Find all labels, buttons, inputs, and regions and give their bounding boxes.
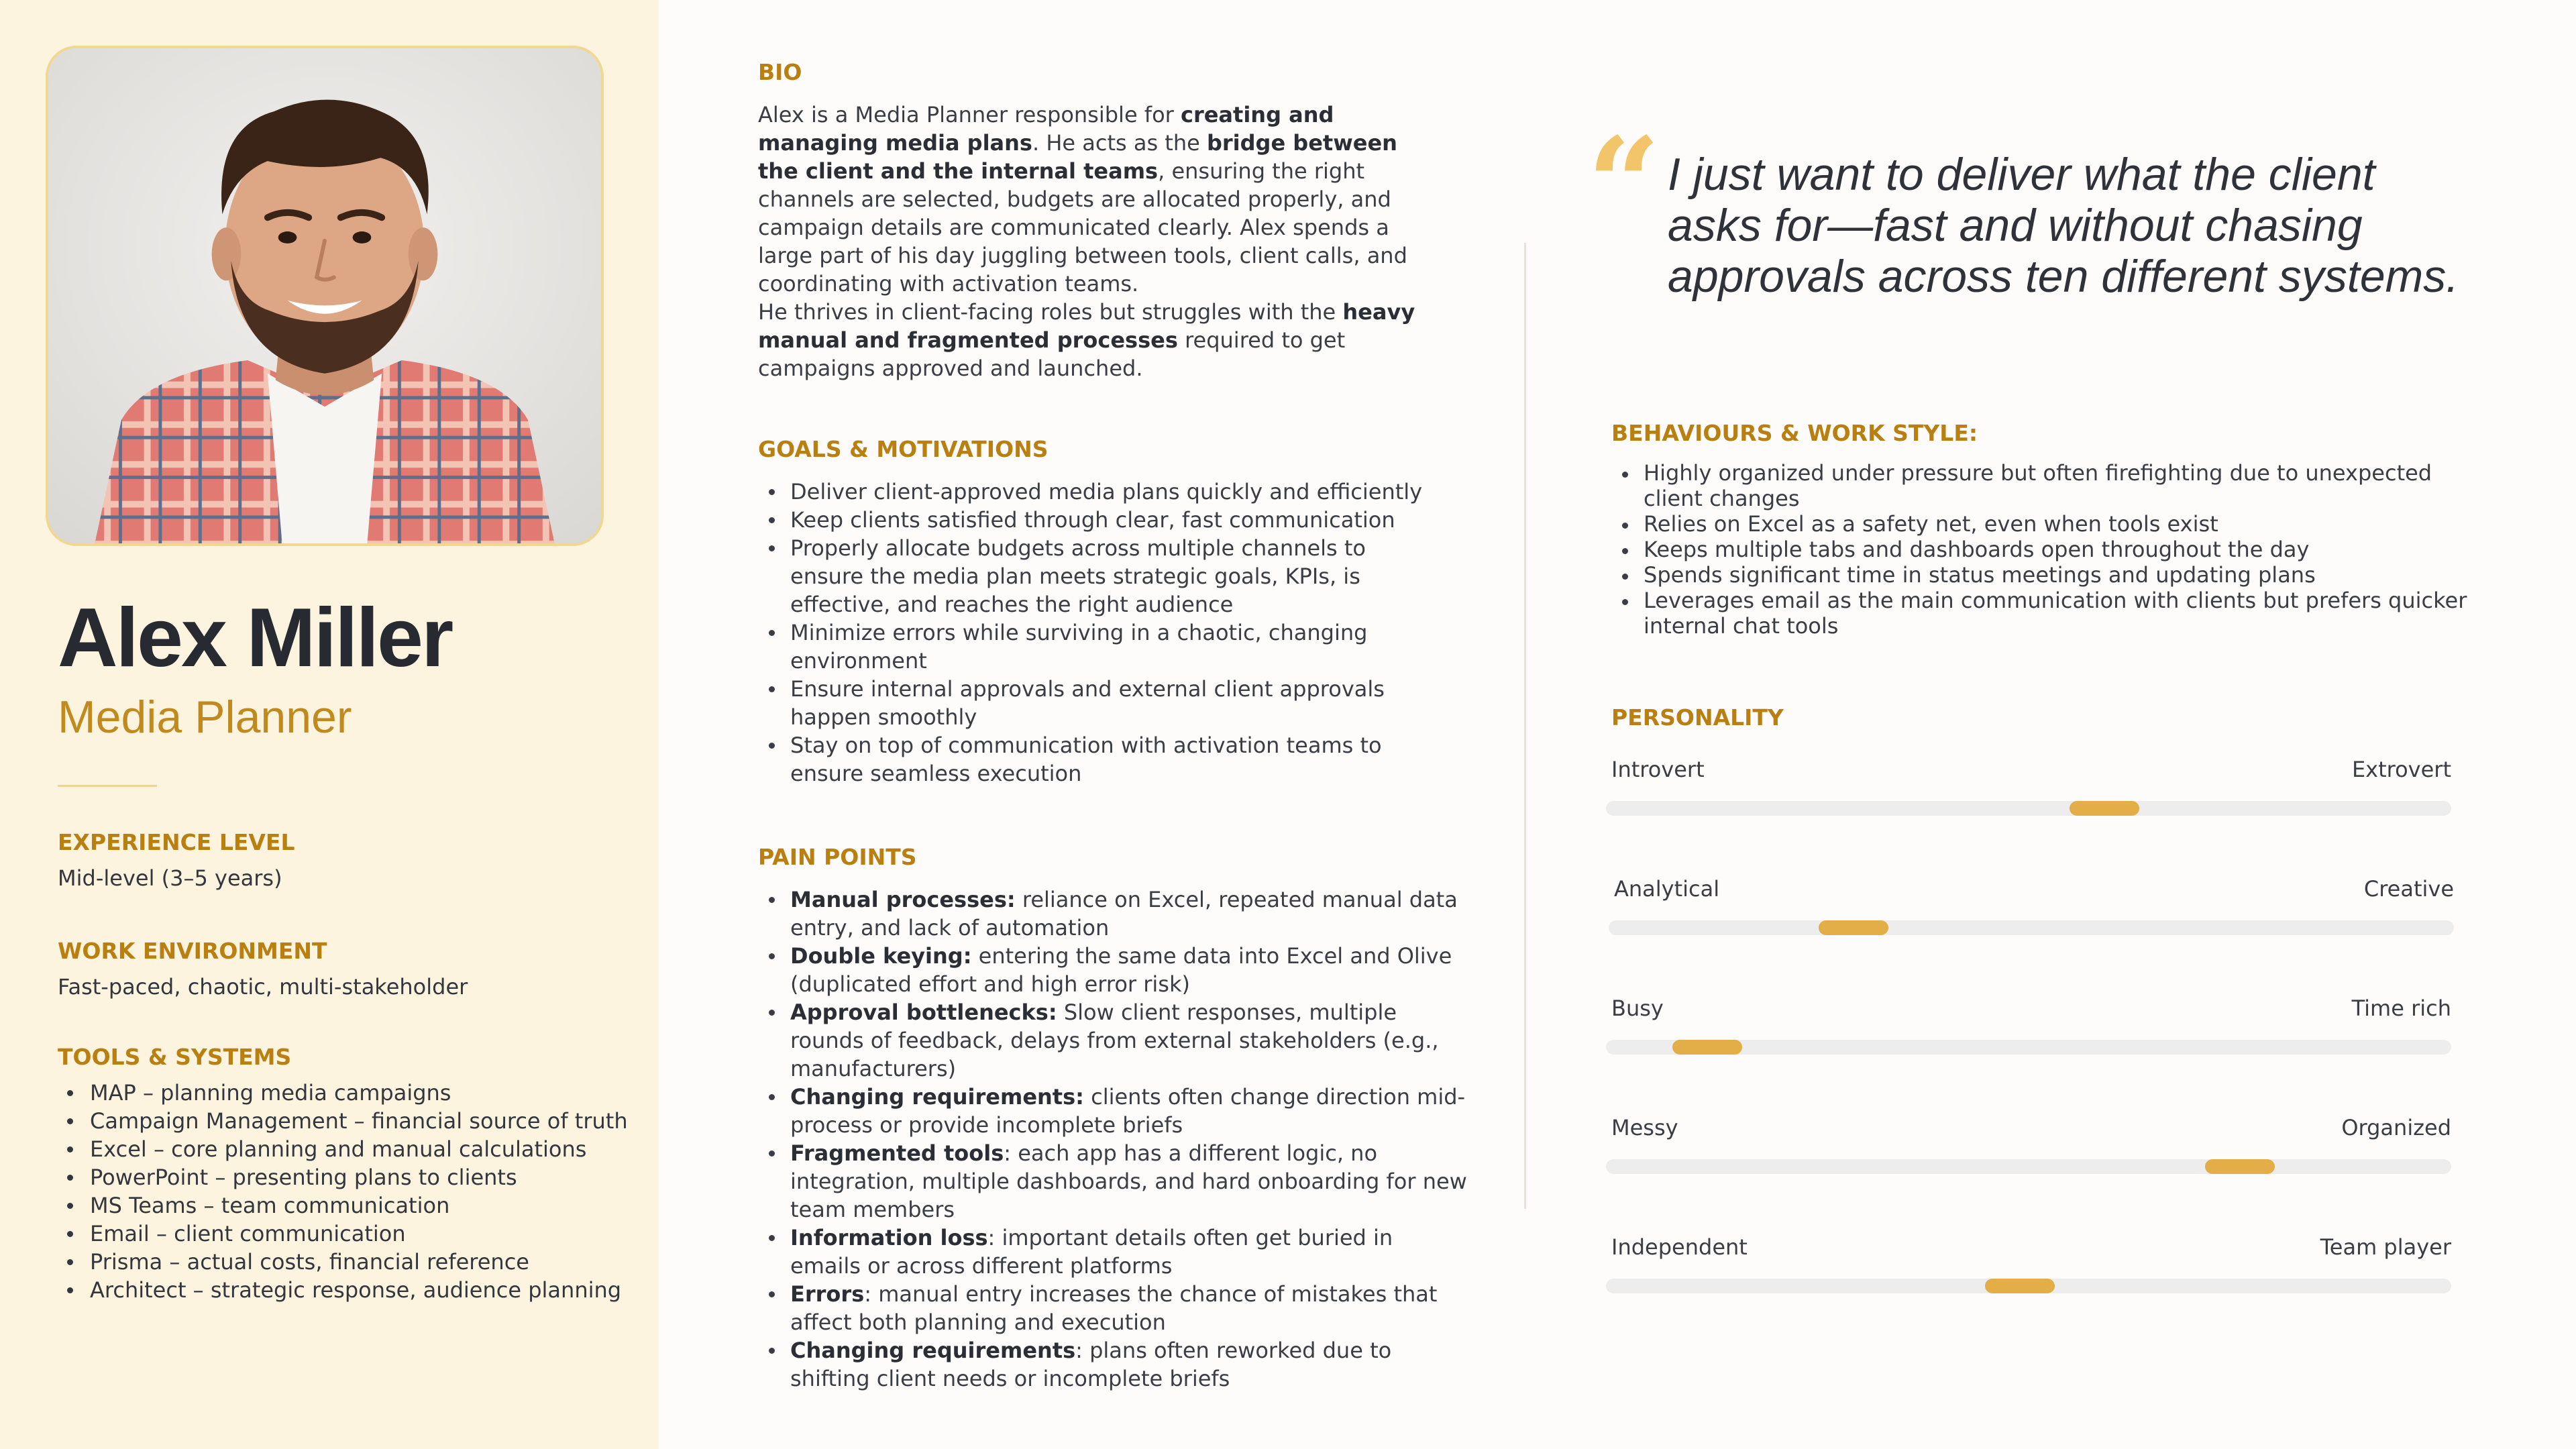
trait-indicator xyxy=(2070,801,2139,816)
list-item: Architect – strategic response, audience planning xyxy=(58,1276,628,1304)
work-environment-label: WORK ENVIRONMENT xyxy=(58,938,327,964)
list-item: Changing requirements: plans often reworked due to shifting client needs or incomplete briefs xyxy=(758,1336,1469,1393)
list-item: Keep clients satisfied through clear, fast communication xyxy=(758,506,1456,534)
trait-analytical-creative xyxy=(1609,876,2454,943)
trait-left-label: Introvert xyxy=(1611,757,1705,782)
trait-indicator xyxy=(2205,1159,2275,1174)
column-divider xyxy=(1524,243,1526,1209)
pain-points-label: PAIN POINTS xyxy=(758,844,917,870)
trait-track xyxy=(1606,1159,2451,1174)
trait-right-label: Time rich xyxy=(2351,996,2451,1021)
trait-track xyxy=(1609,920,2454,935)
list-item: MAP – planning media campaigns xyxy=(58,1079,628,1107)
list-item: Campaign Management – financial source of truth xyxy=(58,1107,628,1135)
list-item: Keeps multiple tabs and dashboards open throughout the day xyxy=(1611,537,2483,562)
trait-indicator xyxy=(1672,1040,1742,1055)
tools-list xyxy=(58,1079,628,1304)
behaviours-label: BEHAVIOURS & WORK STYLE: xyxy=(1611,420,1978,446)
trait-messy-organized xyxy=(1606,1115,2451,1182)
list-item: Prisma – actual costs, financial reference xyxy=(58,1248,628,1276)
list-item: Stay on top of communication with activation teams to ensure seamless execution xyxy=(758,731,1456,788)
goals-label: GOALS & MOTIVATIONS xyxy=(758,436,1049,462)
profile-sidebar xyxy=(0,0,659,1449)
trait-right-label: Team player xyxy=(2320,1234,2451,1260)
trait-left-label: Independent xyxy=(1611,1234,1748,1260)
trait-busy-timerich xyxy=(1606,996,2451,1063)
list-item: PowerPoint – presenting plans to clients xyxy=(58,1163,628,1191)
list-item: Fragmented tools: each app has a different logic, no integration, multiple dashboards, and hard onboarding for new team members xyxy=(758,1139,1469,1224)
experience-level-value: Mid-level (3–5 years) xyxy=(58,865,282,891)
trait-left-label: Busy xyxy=(1611,996,1664,1021)
experience-level-label: EXPERIENCE LEVEL xyxy=(58,829,295,855)
list-item: Manual processes: reliance on Excel, repeated manual data entry, and lack of automation xyxy=(758,885,1469,942)
trait-right-label: Organized xyxy=(2341,1115,2451,1140)
list-item: Leverages email as the main communication with clients but prefers quicker internal chat tools xyxy=(1611,588,2483,639)
persona-quote: I just want to deliver what the client asks for—fast and without chasing approvals across ten different systems. xyxy=(1668,149,2459,302)
bio-paragraph-2: He thrives in client-facing roles but struggles with the heavy manual and fragmented processes required to get campaigns approved and launched. xyxy=(758,299,1415,381)
list-item: Ensure internal approvals and external client approvals happen smoothly xyxy=(758,675,1456,731)
trait-right-label: Extrovert xyxy=(2351,757,2451,782)
list-item: Double keying: entering the same data into Excel and Olive (duplicated effort and high error risk) xyxy=(758,942,1469,998)
list-item: Information loss: important details often get buried in emails or across different platforms xyxy=(758,1224,1469,1280)
trait-right-label: Creative xyxy=(2363,876,2454,902)
portrait-illustration xyxy=(48,48,601,543)
list-item: Approval bottlenecks: Slow client responses, multiple rounds of feedback, delays from external stakeholders (e.g., manufacturers) xyxy=(758,998,1469,1083)
trait-indicator xyxy=(1819,920,1888,935)
list-item: Properly allocate budgets across multiple channels to ensure the media plan meets strategic goals, KPIs, is effective, and reaches the right audience xyxy=(758,534,1402,619)
goals-list xyxy=(758,478,1456,788)
bio-label: BIO xyxy=(758,59,802,85)
trait-track xyxy=(1606,801,2451,816)
bio-paragraph-1: Alex is a Media Planner responsible for creating and managing media plans. He acts as the bridge between the client and the internal teams, ensuring the right channels are selected, budgets are allocated properly, and campaign details are communicated clearly. Alex spends a large part of his day juggling between tools, client calls, and coordinating with activation teams. xyxy=(758,102,1407,297)
list-item: Relies on Excel as a safety net, even when tools exist xyxy=(1611,511,2483,537)
list-item: Excel – core planning and manual calculations xyxy=(58,1135,628,1163)
trait-introvert-extrovert xyxy=(1606,757,2451,824)
behaviours-list xyxy=(1611,460,2483,639)
list-item: Changing requirements: clients often change direction mid-process or provide incomplete briefs xyxy=(758,1083,1469,1139)
personality-label: PERSONALITY xyxy=(1611,704,1784,731)
list-item: MS Teams – team communication xyxy=(58,1191,628,1220)
work-environment-value: Fast-paced, chaotic, multi-stakeholder xyxy=(58,974,468,1000)
trait-left-label: Analytical xyxy=(1614,876,1720,902)
persona-name: Alex Miller xyxy=(58,592,452,684)
pain-points-list xyxy=(758,885,1469,1393)
divider xyxy=(58,785,157,787)
tools-label: TOOLS & SYSTEMS xyxy=(58,1044,292,1070)
list-item: Spends significant time in status meetings and updating plans xyxy=(1611,562,2483,588)
quote-mark-icon: “ xyxy=(1587,109,1661,259)
profile-photo xyxy=(46,46,604,546)
trait-independent-teamplayer xyxy=(1606,1234,2451,1301)
list-item: Errors: manual entry increases the chance of mistakes that affect both planning and execution xyxy=(758,1280,1469,1336)
list-item: Minimize errors while surviving in a chaotic, changing environment xyxy=(758,619,1456,675)
trait-left-label: Messy xyxy=(1611,1115,1678,1140)
list-item: Email – client communication xyxy=(58,1220,628,1248)
list-item: Deliver client-approved media plans quickly and efficiently xyxy=(758,478,1456,506)
persona-role: Media Planner xyxy=(58,692,352,743)
list-item: Highly organized under pressure but often firefighting due to unexpected client changes xyxy=(1611,460,2483,511)
trait-indicator xyxy=(1985,1279,2055,1293)
